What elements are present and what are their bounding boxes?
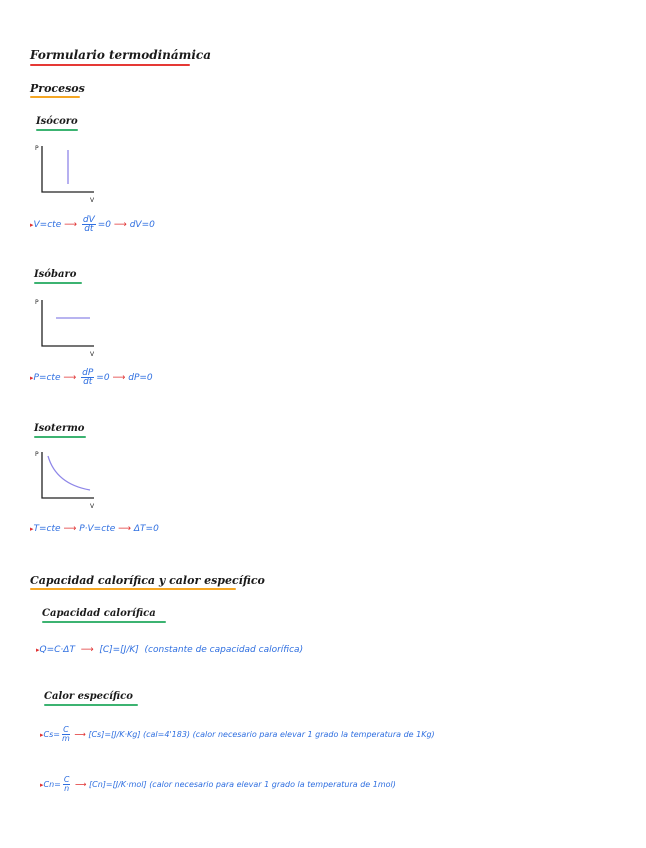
cap-cal-equation: ▸Q=C·ΔT ⟶ [C]=[J/K] (constante de capacidad calorífica) (36, 645, 304, 655)
cap-cal-underline (42, 621, 166, 623)
cap-cal-heading: Capacidad calorífica (42, 608, 156, 619)
calor-esp-underline (44, 704, 138, 706)
isocoro-equation: ▸V=cte ⟶ $\frac{dV}{dt}$ =0 ⟶ dV=0 (30, 215, 155, 234)
isocoro-heading: Isócoro (36, 116, 78, 127)
isotermo-heading: Isotermo (34, 423, 85, 434)
isocoro-axis-p: P (35, 145, 39, 152)
isobaro-underline (34, 282, 82, 284)
isobaro-heading: Isóbaro (34, 269, 77, 280)
isocoro-underline (36, 129, 78, 131)
isotermo-curve (48, 456, 90, 490)
procesos-heading: Procesos (30, 82, 85, 95)
isocoro-graph (34, 142, 104, 204)
isobaro-graph (34, 296, 104, 358)
isotermo-underline (34, 436, 86, 438)
procesos-underline (30, 96, 80, 98)
isocoro-axis-v: V (90, 197, 95, 204)
page-title: Formulario termodinámica (30, 48, 211, 62)
isotermo-equation: ▸T=cte ⟶ P·V=cte ⟶ ΔT=0 (30, 524, 159, 534)
isotermo-axis-p: P (35, 451, 39, 458)
isotermo-graph (34, 448, 104, 510)
title-underline (30, 64, 190, 66)
isobaro-equation: ▸P=cte ⟶ $\frac{dP}{dt}$ =0 ⟶ dP=0 (30, 368, 153, 387)
capacidad-heading: Capacidad calorífica y calor específico (30, 574, 265, 587)
calor-esp-equation-2: ▸Cn= $\frac{C}{n}$ ⟶ [Cn]=[J/K·mol] (calor necesario para elevar 1 grado la temperatura de 1mol) (40, 775, 396, 793)
calor-esp-equation-1: ▸Cs= $\frac{C}{m}$ ⟶ [Cs]=[J/K·Kg] (cal=4'183) (calor necesario para elevar 1 grado la temperatura de 1Kg) (40, 725, 435, 743)
capacidad-underline (30, 588, 236, 590)
isobaro-axis-p: P (35, 299, 39, 306)
isobaro-axis-v: V (90, 351, 95, 358)
isotermo-axis-v: V (90, 503, 95, 510)
calor-esp-heading: Calor específico (44, 691, 133, 702)
